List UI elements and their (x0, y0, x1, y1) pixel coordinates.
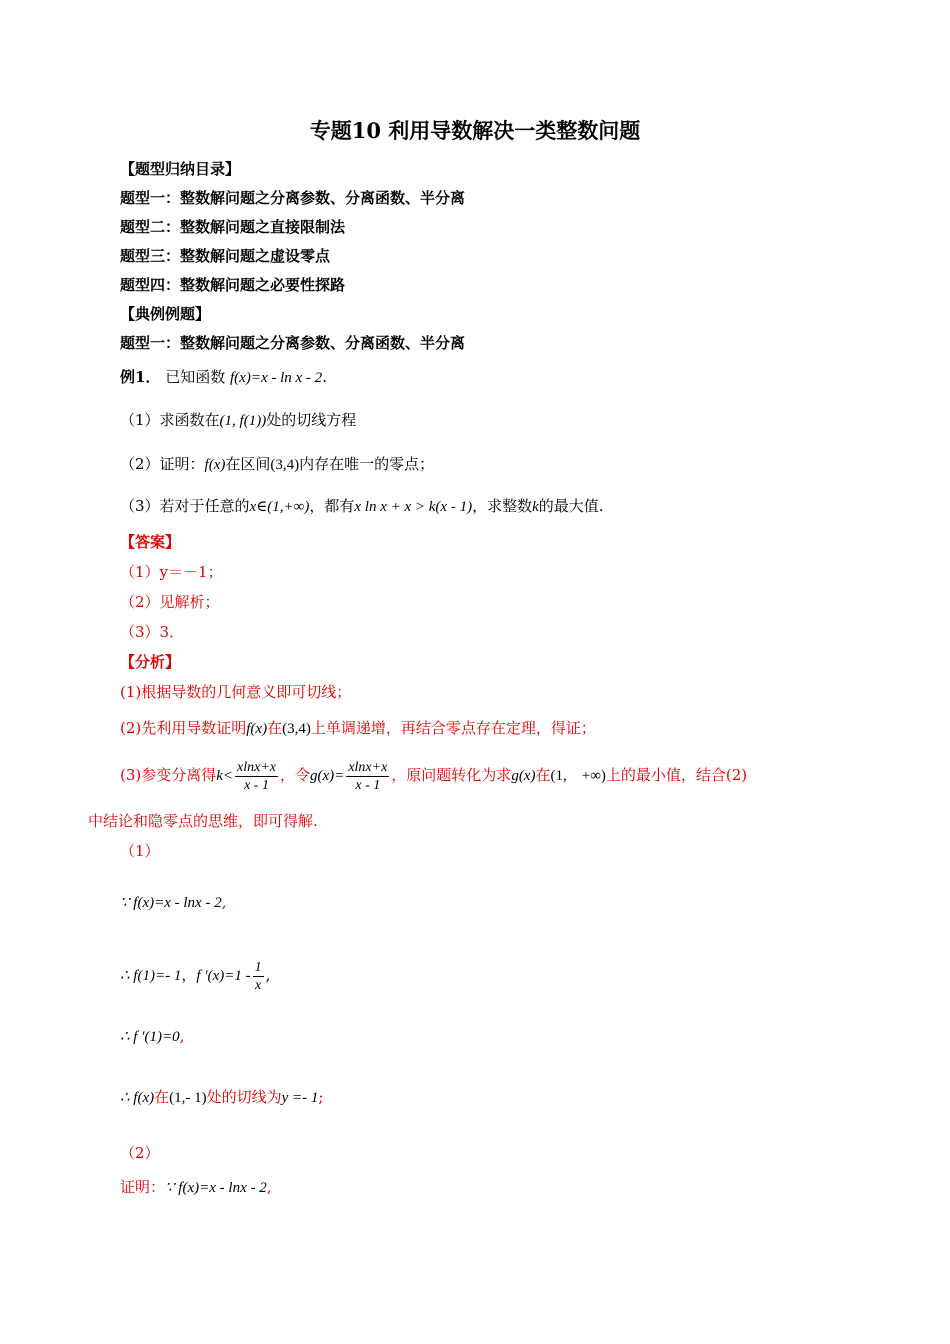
q3-mid: ，都有 (309, 497, 355, 515)
fraction-denominator: x - 1 (244, 777, 269, 793)
q2-post: 内存在唯一的零点； (299, 455, 435, 473)
analysis-line3-g2: g(x) (511, 768, 536, 784)
step3-end: , (179, 1027, 185, 1045)
question-3 (120, 495, 604, 518)
step4-formula-a: ∴ f(x) (120, 1090, 155, 1106)
analysis-line-4: 中结论和隐零点的思维，即可得解. (88, 812, 318, 830)
q1-formula: (1, f(1)) (219, 413, 267, 429)
step2-sep: ， (181, 966, 197, 984)
solution-step-4 (120, 1086, 323, 1109)
step4-mid2: 处的切线为 (206, 1088, 282, 1106)
q2-mid: 在区间 (225, 455, 271, 473)
q3-formula-domain: x∈(1,+∞) (249, 499, 310, 515)
analysis-line3-mid2: ，原问题转化为求 (391, 766, 512, 784)
analysis-fraction-1 (235, 759, 278, 794)
q1-post: 处的切线方程 (266, 411, 357, 429)
answer-line-2: （2）见解析； (120, 593, 220, 611)
question-2 (120, 453, 434, 476)
step2-formula-b: f ′(x)=1 - (196, 968, 251, 984)
fraction-numerator: 1 (254, 959, 262, 975)
examples-heading: 【典例例题】 (120, 305, 211, 323)
answer-heading: 【答案】 (120, 533, 181, 551)
step4-equation: y =- 1 (281, 1090, 319, 1106)
step1-end: , (221, 893, 227, 911)
step2-formula-a: ∴ f(1)=- 1 (120, 968, 182, 984)
analysis-line-2 (120, 717, 596, 740)
q3-post: 的最大值. (538, 497, 604, 515)
example1-stem (120, 366, 327, 389)
toc-item-4: 题型四：整数解问题之必要性探路 (120, 276, 346, 294)
step5-formula: ∵ f(x)=x - lnx - 2 (165, 1180, 267, 1196)
q3-formula-inequality: x ln x + x > k(x - 1) (354, 499, 473, 515)
solution-step-5 (120, 1176, 272, 1199)
q3-pre: （3）若对于任意的 (120, 497, 250, 515)
stem-text: 已知函数 (165, 368, 226, 386)
toc-item-1: 题型一：整数解问题之分离参数、分离函数、半分离 (120, 189, 466, 207)
stem-end: . (322, 368, 327, 386)
step2-end: , (265, 966, 271, 984)
step4-mid: 在 (154, 1088, 170, 1106)
analysis-line3-mid3: 在 (535, 766, 551, 784)
toc-heading: 【题型归纳目录】 (120, 160, 241, 178)
page-title: 专题10 利用导数解决一类整数问题 (309, 118, 641, 143)
solution-step-3 (120, 1025, 184, 1048)
analysis-line3-k: k< (216, 768, 234, 784)
step2-fraction (253, 959, 264, 994)
analysis-fraction-2 (346, 759, 389, 794)
toc-item-2: 题型二：整数解问题之直接限制法 (120, 218, 346, 236)
analysis-line2-f: f(x) (246, 721, 268, 737)
q2-pre: （2）证明： (120, 455, 205, 473)
q3-formula-k: k (532, 499, 539, 515)
stem-formula: f(x)=x - ln x - 2 (230, 370, 323, 386)
analysis-line-3 (120, 755, 747, 796)
answer-line-3: （3）3． (120, 623, 185, 641)
analysis-line3-post: 上的最小值，结合(2) (605, 766, 748, 784)
fraction-denominator: x (254, 977, 262, 993)
analysis-line-1: (1)根据导数的几何意义即可切线； (120, 683, 352, 701)
solution-step-2 (120, 955, 270, 996)
answer-line-1: （1）y＝－1； (120, 563, 223, 581)
fraction-numerator: xlnx+x (348, 759, 388, 775)
analysis-line2-interval: (3,4) (282, 721, 311, 737)
fraction-denominator: x - 1 (355, 777, 381, 793)
analysis-line2-mid: 在 (267, 719, 283, 737)
example-label: 例1． (120, 368, 161, 386)
solution-part-2-label: （2） (120, 1144, 160, 1162)
step4-point: (1,- 1) (169, 1090, 207, 1106)
q3-mid2: ，求整数 (472, 497, 533, 515)
analysis-line2-post: 上单调递增，再结合零点存在定理，得证； (310, 719, 596, 737)
q2-formula-interval: (3,4) (270, 457, 300, 473)
q2-formula-f: f(x) (204, 457, 226, 473)
analysis-line2-pre: (2)先利用导数证明 (120, 719, 247, 737)
analysis-heading: 【分析】 (120, 653, 181, 671)
solution-step-1 (120, 891, 227, 914)
q1-pre: （1）求函数在 (120, 411, 220, 429)
analysis-line3-domain: (1, +∞) (550, 768, 606, 784)
step4-end: ; (318, 1088, 324, 1106)
type1-heading: 题型一：整数解问题之分离参数、分离函数、半分离 (120, 334, 466, 352)
solution-part-1-label: （1） (120, 842, 160, 860)
question-1 (120, 409, 356, 432)
analysis-line3-g: g(x)= (310, 768, 345, 784)
step1-formula: ∵ f(x)=x - lnx - 2 (120, 895, 222, 911)
analysis-line3-pre: (3)参变分离得 (120, 766, 217, 784)
step5-label: 证明： (120, 1178, 166, 1196)
fraction-numerator: xlnx+x (237, 759, 277, 775)
step3-formula: ∴ f ′(1)=0 (120, 1029, 180, 1045)
toc-item-3: 题型三：整数解问题之虚设零点 (120, 247, 331, 265)
analysis-line3-mid: ，令 (280, 766, 311, 784)
step5-end: , (266, 1178, 272, 1196)
